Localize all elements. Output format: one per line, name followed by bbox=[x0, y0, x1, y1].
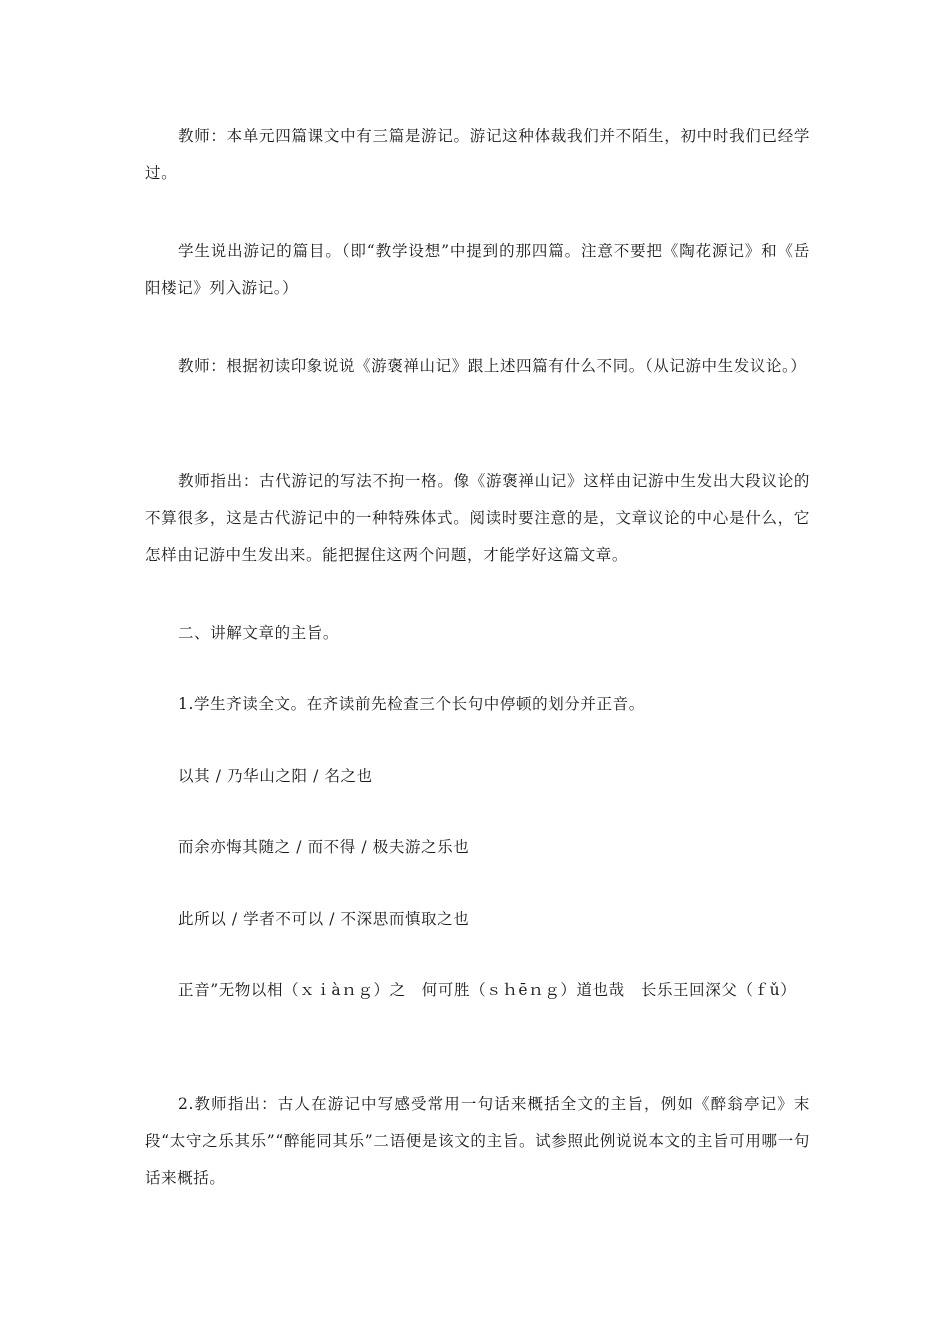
paragraph-step-2: 2.教师指出：古人在游记中写感受常用一句话来概括全文的主旨，例如《醉翁亭记》末段“太守之乐其乐”“醉能同其乐”二语便是该文的主旨。试参照此例说说本文的主旨可用哪一句话来概括。 bbox=[145, 1095, 810, 1187]
paragraph-pronunciation: 正音”无物以相（ｘｉàｎｇ）之 何可胜（ｓｈēｎｇ）道也哉 长乐王回深父（ｆǔ） bbox=[178, 981, 797, 999]
sentence-pause-3: 此所以 / 学者不可以 / 不深思而慎取之也 bbox=[178, 910, 470, 928]
paragraph-students-list: 学生说出游记的篇目。（即“教学设想”中提到的那四篇。注意不要把《陶花源记》和《岳阳楼记》列入游记。） bbox=[145, 242, 810, 297]
paragraph-teacher-points-out: 教师指出：古代游记的写法不拘一格。像《游褒禅山记》这样由记游中生发出大段议论的不算很多，这是古代游记中的一种特殊体式。阅读时要注意的是，文章议论的中心是什么，它怎样由记游中生发出来。能把握住这两个问题，才能学好这篇文章。 bbox=[145, 472, 810, 564]
sentence-pause-1: 以其 / 乃华山之阳 / 名之也 bbox=[178, 767, 373, 785]
paragraph-teacher-question: 教师：根据初读印象说说《游褒禅山记》跟上述四篇有什么不同。（从记游中生发议论。） bbox=[178, 357, 807, 375]
paragraph-step-1: 1.学生齐读全文。在齐读前先检查三个长句中停顿的划分并正音。 bbox=[178, 695, 645, 713]
section-heading-theme: 二、讲解文章的主旨。 bbox=[178, 624, 340, 642]
paragraph-teacher-intro: 教师：本单元四篇课文中有三篇是游记。游记这种体裁我们并不陌生，初中时我们已经学过。 bbox=[145, 127, 810, 182]
sentence-pause-2: 而余亦悔其随之 / 而不得 / 极夫游之乐也 bbox=[178, 838, 470, 856]
